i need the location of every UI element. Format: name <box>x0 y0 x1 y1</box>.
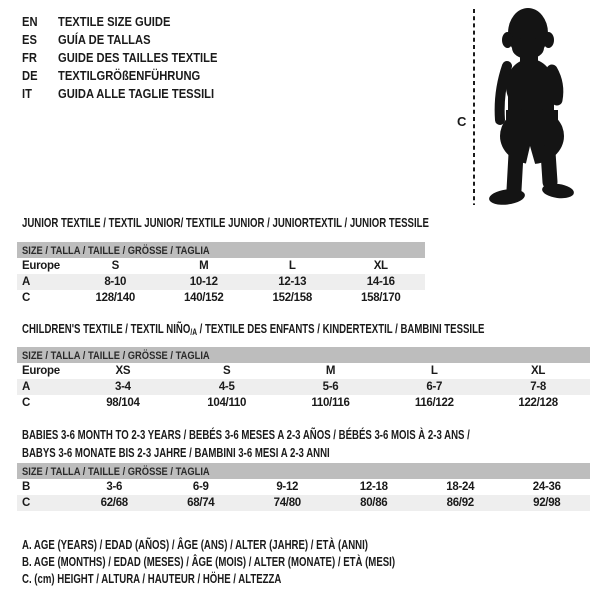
language-label: TEXTILE SIZE GUIDE <box>58 14 171 29</box>
row-label: Europe <box>22 365 60 377</box>
size-cell: 6-7 <box>426 381 443 393</box>
size-cell: 68/74 <box>187 497 215 509</box>
table-header-bar <box>17 463 590 479</box>
table-row <box>17 379 590 395</box>
table-row <box>17 363 590 379</box>
babies-size-table <box>17 463 590 511</box>
size-cell: 14-16 <box>366 276 395 288</box>
table-row <box>17 479 590 495</box>
legend-line-c: C. (cm) HEIGHT / ALTURA / HAUTEUR / HÖHE / ALTEZZA <box>22 571 282 586</box>
language-code: DE <box>22 68 38 83</box>
language-label: TEXTILGRÖßENFÜHRUNG <box>58 68 201 83</box>
row-label: Europe <box>22 260 60 272</box>
row-label: A <box>22 381 31 393</box>
size-cell: 80/86 <box>360 497 388 509</box>
language-code: ES <box>22 32 37 47</box>
section-title-text: CHILDREN'S TEXTILE / TEXTIL NIÑO <box>22 321 191 336</box>
size-cell: 98/104 <box>106 397 140 409</box>
children-section-title <box>22 320 484 341</box>
size-cell: XL <box>373 260 388 272</box>
junior-size-table <box>17 242 425 306</box>
legend-line-b: B. AGE (MONTHS) / EDAD (MESES) / ÂGE (MOIS) / ALTER (MONATE) / ETÀ (MESI) <box>22 554 396 569</box>
list-item <box>22 13 243 31</box>
height-measure-label: C <box>457 114 467 129</box>
size-cell: S <box>111 260 119 272</box>
size-cell: 7-8 <box>530 381 546 393</box>
table-row <box>17 258 425 274</box>
size-cell: 3-4 <box>115 381 131 393</box>
size-cell: 4-5 <box>218 381 235 393</box>
size-cell: M <box>199 260 209 272</box>
table-row <box>17 395 590 411</box>
toddler-silhouette-icon <box>488 8 575 207</box>
size-header-label: SIZE / TALLA / TAILLE / GRÖSSE / TAGLIA <box>22 245 210 257</box>
size-header-label: SIZE / TALLA / TAILLE / GRÖSSE / TAGLIA <box>22 350 210 362</box>
list-item <box>22 85 243 103</box>
row-label: C <box>22 397 31 409</box>
table-row <box>17 495 590 511</box>
size-cell: 158/170 <box>361 292 401 304</box>
section-title-text: JUNIOR TEXTILE / TEXTIL JUNIOR/ TEXTILE JUNIOR / JUNIORTEXTIL / JUNIOR TESSILE <box>22 215 429 230</box>
row-label: C <box>22 292 31 304</box>
size-figure <box>450 4 600 210</box>
babies-section-title <box>22 426 470 462</box>
size-cell: 12-13 <box>278 276 307 288</box>
list-item <box>22 49 243 67</box>
size-cell: 152/158 <box>272 292 312 304</box>
size-cell: 116/122 <box>414 397 454 409</box>
row-label: C <box>22 497 31 509</box>
size-cell: 62/68 <box>100 497 128 509</box>
language-code: IT <box>22 86 32 101</box>
size-cell: 74/80 <box>273 497 301 509</box>
table-header-bar <box>17 347 590 363</box>
size-cell: 104/110 <box>207 397 247 409</box>
row-label: B <box>22 481 31 493</box>
size-cell: 12-18 <box>359 481 388 493</box>
size-cell: L <box>430 365 438 377</box>
language-list <box>22 13 243 103</box>
children-size-table <box>17 347 590 411</box>
list-item <box>22 67 243 85</box>
measurement-legend <box>22 536 526 587</box>
size-cell: 24-36 <box>532 481 561 493</box>
size-header-label: SIZE / TALLA / TAILLE / GRÖSSE / TAGLIA <box>22 466 210 478</box>
section-title-subscript: /A <box>190 327 197 337</box>
junior-section-title <box>22 214 429 232</box>
size-cell: 140/152 <box>184 292 224 304</box>
table-row <box>17 274 425 290</box>
size-cell: 5-6 <box>322 381 339 393</box>
size-cell: XS <box>115 365 131 377</box>
language-code: FR <box>22 50 37 65</box>
section-title-line: BABYS 3-6 MONATE BIS 2-3 JAHRE / BAMBINI 3-6 MESI A 2-3 ANNI <box>22 445 330 460</box>
size-cell: 122/128 <box>518 397 558 409</box>
size-cell: 128/140 <box>95 292 135 304</box>
size-cell: 10-12 <box>189 276 218 288</box>
size-cell: L <box>288 260 296 272</box>
list-item <box>22 31 243 49</box>
section-title-line: BABIES 3-6 MONTH TO 2-3 YEARS / BEBÉS 3-6 MESES A 2-3 AÑOS / BÉBÉS 3-6 MOIS À 2-3 ANS / <box>22 427 470 442</box>
section-title-text: / TEXTILE DES ENFANTS / KINDERTEXTIL / BAMBINI TESSILE <box>196 321 485 336</box>
size-cell: 18-24 <box>446 481 475 493</box>
language-code: EN <box>22 14 38 29</box>
size-cell: S <box>223 365 231 377</box>
table-header-bar <box>17 242 425 258</box>
size-cell: 8-10 <box>104 276 127 288</box>
legend-line-a: A. AGE (YEARS) / EDAD (AÑOS) / ÂGE (ANS) / ALTER (JAHRE) / ETÀ (ANNI) <box>22 537 368 552</box>
row-label: A <box>22 276 31 288</box>
language-label: GUIDE DES TAILLES TEXTILE <box>58 50 218 65</box>
language-label: GUIDA ALLE TAGLIE TESSILI <box>58 86 215 101</box>
size-cell: 92/98 <box>533 497 561 509</box>
size-cell: XL <box>531 365 546 377</box>
size-cell: 86/92 <box>446 497 474 509</box>
language-label: GUÍA DE TALLAS <box>58 32 151 47</box>
size-cell: 110/116 <box>311 397 350 409</box>
size-cell: 9-12 <box>276 481 299 493</box>
table-row <box>17 290 425 306</box>
size-cell: 3-6 <box>106 481 123 493</box>
size-cell: 6-9 <box>192 481 209 493</box>
size-cell: M <box>325 365 336 377</box>
